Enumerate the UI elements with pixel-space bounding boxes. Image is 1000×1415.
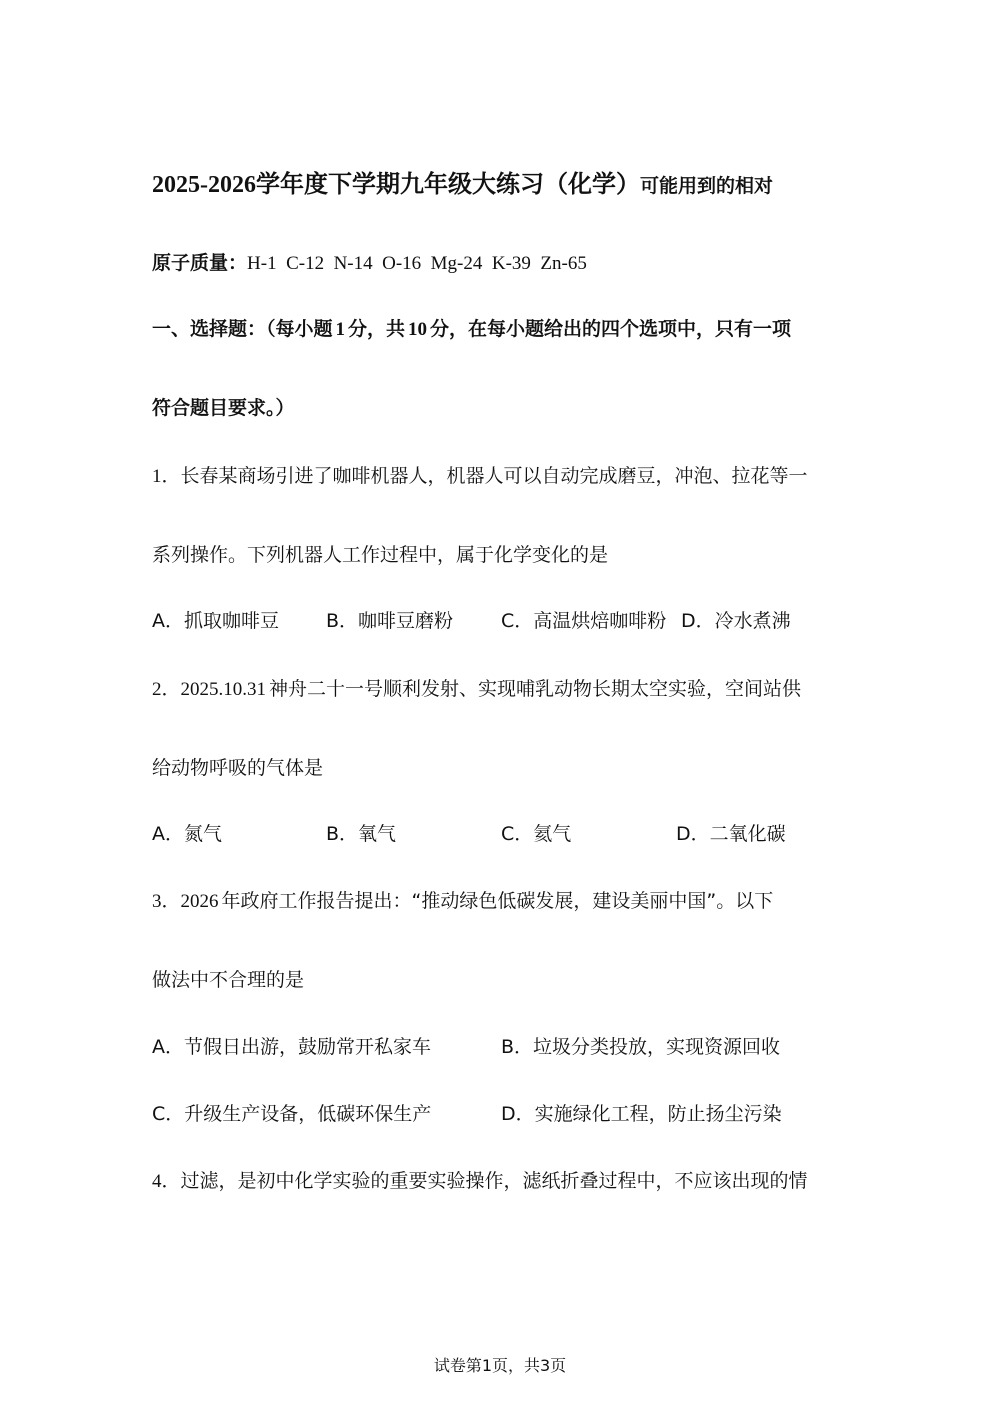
q1-option-b: B．咖啡豆磨粉 (326, 610, 454, 632)
question-2-cont: 给动物呼吸的气体是 (152, 757, 324, 779)
q3-option-b: B．垃圾分类投放，实现资源回收 (501, 1036, 781, 1058)
question-number: 2． (152, 679, 181, 700)
atomic-mass-label: 原子质量： (152, 252, 248, 274)
q2-option-d: D．二氧化碳 (676, 823, 786, 845)
question-1-cont: 系列操作。下列机器人工作过程中，属于化学变化的是 (152, 544, 609, 566)
q3-option-c: C．升级生产设备，低碳环保生产 (152, 1103, 432, 1125)
q3-option-a: A．节假日出游，鼓励常开私家车 (152, 1036, 431, 1058)
question-number: 1． (152, 466, 181, 487)
question-4 (152, 1169, 808, 1194)
q2-option-c: C．氦气 (501, 823, 572, 845)
question-text: 年政府工作报告提出：“推动绿色低碳发展，建设美丽中国”。以下 (221, 890, 774, 912)
question-date: 2025.10.31 (180, 679, 267, 700)
title-text: 学年度下学期九年级大练习（化学） (256, 170, 640, 198)
q1-option-d: D．冷水煮沸 (681, 610, 791, 632)
atomic-mass-values: H-1 C-12 N-14 O-16 Mg-24 K-39 Zn-65 (247, 253, 587, 274)
q1-option-a: A．抓取咖啡豆 (152, 610, 279, 632)
question-1 (152, 464, 808, 489)
q2-option-b: B．氧气 (326, 823, 397, 845)
question-text: 过滤，是初中化学实验的重要实验操作，滤纸折叠过程中，不应该出现的情 (180, 1170, 808, 1192)
question-number: 4． (152, 1171, 181, 1192)
section-heading: 一、选择题：（每小题 1 分，共 10 分，在每小题给出的四个选项中，只有一项 (152, 318, 792, 340)
title-tail: 可能用到的相对 (640, 175, 774, 197)
question-text: 长春某商场引进了咖啡机器人，机器人可以自动完成磨豆，冲泡、拉花等一 (180, 465, 808, 487)
page-title (152, 172, 773, 198)
q3-option-d: D．实施绿化工程，防止扬尘污染 (501, 1103, 782, 1125)
question-3-cont: 做法中不合理的是 (152, 969, 305, 991)
q2-option-a: A．氮气 (152, 823, 222, 845)
title-year: 2025-2026 (152, 172, 256, 198)
question-3 (152, 889, 773, 914)
section-heading-cont: 符合题目要求。） (152, 397, 295, 419)
question-2 (152, 677, 801, 702)
question-text: 神舟二十一号顺利发射、实现哺乳动物长期太空实验，空间站供 (269, 678, 802, 700)
question-number: 3． (152, 891, 181, 912)
page-footer: 试卷第1页，共3页 (433, 1356, 567, 1375)
q1-option-c: C．高温烘焙咖啡粉 (501, 610, 667, 632)
atomic-mass-line (152, 251, 587, 276)
question-year: 2026 (180, 891, 219, 912)
